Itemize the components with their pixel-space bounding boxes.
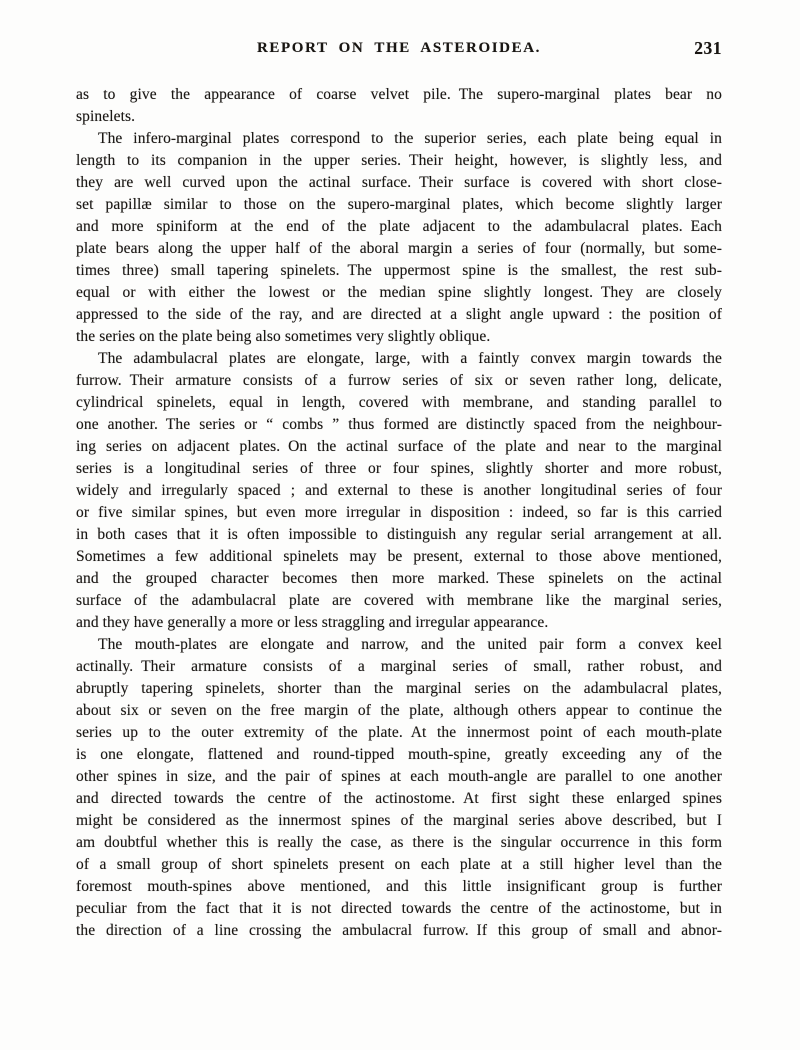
text-line: Sometimes a few additional spinelets may be present, external to those above mentioned, bbox=[76, 548, 722, 565]
text-line: equal or with either the lowest or the median spine slightly longest. They are closely bbox=[76, 284, 722, 301]
text-line: surface of the adambulacral plate are covered with membrane like the marginal series, bbox=[76, 592, 722, 609]
text-line: and they have generally a more or less straggling and irregular appearance. bbox=[76, 614, 549, 631]
text-line: the direction of a line crossing the ambulacral furrow. If this group of small and abnor- bbox=[76, 922, 722, 939]
text-line: appressed to the side of the ray, and are directed at a slight angle upward : the position of bbox=[76, 306, 722, 323]
running-header bbox=[76, 40, 722, 60]
text-line: series is a longitudinal series of three or four spines, slightly shorter and more robust, bbox=[76, 460, 722, 477]
text-line: and directed towards the centre of the actinostome. At first sight these enlarged spines bbox=[76, 790, 722, 807]
text-line: or five similar spines, but even more irregular in disposition : indeed, so far is this carried bbox=[76, 504, 722, 521]
text-line: cylindrical spinelets, equal in length, covered with membrane, and standing parallel to bbox=[76, 394, 722, 411]
paragraph bbox=[76, 84, 722, 128]
text-line: as to give the appearance of coarse velvet pile. The supero-marginal plates bear no bbox=[76, 86, 722, 103]
text-line: about six or seven on the free margin of the plate, although others appear to continue the bbox=[76, 702, 722, 719]
text-line: abruptly tapering spinelets, shorter than the marginal series on the adambulacral plates, bbox=[76, 680, 722, 697]
text-line: The infero-marginal plates correspond to the superior series, each plate being equal in bbox=[98, 130, 722, 147]
text-line: foremost mouth-spines above mentioned, and this little insignificant group is further bbox=[76, 878, 722, 895]
paragraph bbox=[76, 128, 722, 348]
text-line: peculiar from the fact that it is not directed towards the centre of the actinostome, but in bbox=[76, 900, 722, 917]
text-line: spinelets. bbox=[76, 108, 136, 125]
text-line: actinally. Their armature consists of a marginal series of small, rather robust, and bbox=[76, 658, 722, 675]
paragraph bbox=[76, 348, 722, 634]
text-line: widely and irregularly spaced ; and external to these is another longitudinal series of four bbox=[76, 482, 722, 499]
text-line: of a small group of short spinelets present on each plate at a still higher level than the bbox=[76, 856, 722, 873]
text-line: ing series on adjacent plates. On the actinal surface of the plate and near to the marginal bbox=[76, 438, 722, 455]
text-line: other spines in size, and the pair of spines at each mouth-angle are parallel to one another bbox=[76, 768, 722, 785]
text-line: and the grouped character becomes then more marked. These spinelets on the actinal bbox=[76, 570, 722, 587]
text-line: one another. The series or “ combs ” thus formed are distinctly spaced from the neighbour- bbox=[76, 416, 722, 433]
text-line: series up to the outer extremity of the plate. At the innermost point of each mouth-plate bbox=[76, 724, 722, 741]
text-line: times three) small tapering spinelets. The uppermost spine is the smallest, the rest sub- bbox=[76, 262, 722, 279]
text-line: The mouth-plates are elongate and narrow, and the united pair form a convex keel bbox=[98, 636, 722, 653]
text-line: furrow. Their armature consists of a furrow series of six or seven rather long, delicate, bbox=[76, 372, 722, 389]
text-line: in both cases that it is often impossible to distinguish any regular serial arrangement at all. bbox=[76, 526, 722, 543]
text-line: they are well curved upon the actinal surface. Their surface is covered with short close- bbox=[76, 174, 722, 191]
paragraph bbox=[76, 634, 722, 942]
text-line: set papillæ similar to those on the supero-marginal plates, which become slightly larger bbox=[76, 196, 722, 213]
text-line: might be considered as the innermost spines of the marginal series above described, but I bbox=[76, 812, 722, 829]
page-number: 231 bbox=[694, 38, 722, 58]
text-line: length to its companion in the upper series. Their height, however, is slightly less, and bbox=[76, 152, 722, 169]
text-line: The adambulacral plates are elongate, large, with a faintly convex margin towards the bbox=[98, 350, 722, 367]
page-body-text bbox=[76, 84, 722, 942]
text-line: is one elongate, flattened and round-tipped mouth-spine, greatly exceeding any of the bbox=[76, 746, 722, 763]
text-line: plate bears along the upper half of the aboral margin a series of four (normally, but some- bbox=[76, 240, 722, 257]
text-line: and more spiniform at the end of the plate adjacent to the adambulacral plates. Each bbox=[76, 218, 722, 235]
text-line: the series on the plate being also sometimes very slightly oblique. bbox=[76, 328, 491, 345]
text-line: am doubtful whether this is really the case, as there is the singular occurrence in this form bbox=[76, 834, 722, 851]
running-title: REPORT ON THE ASTEROIDEA. bbox=[257, 40, 541, 56]
